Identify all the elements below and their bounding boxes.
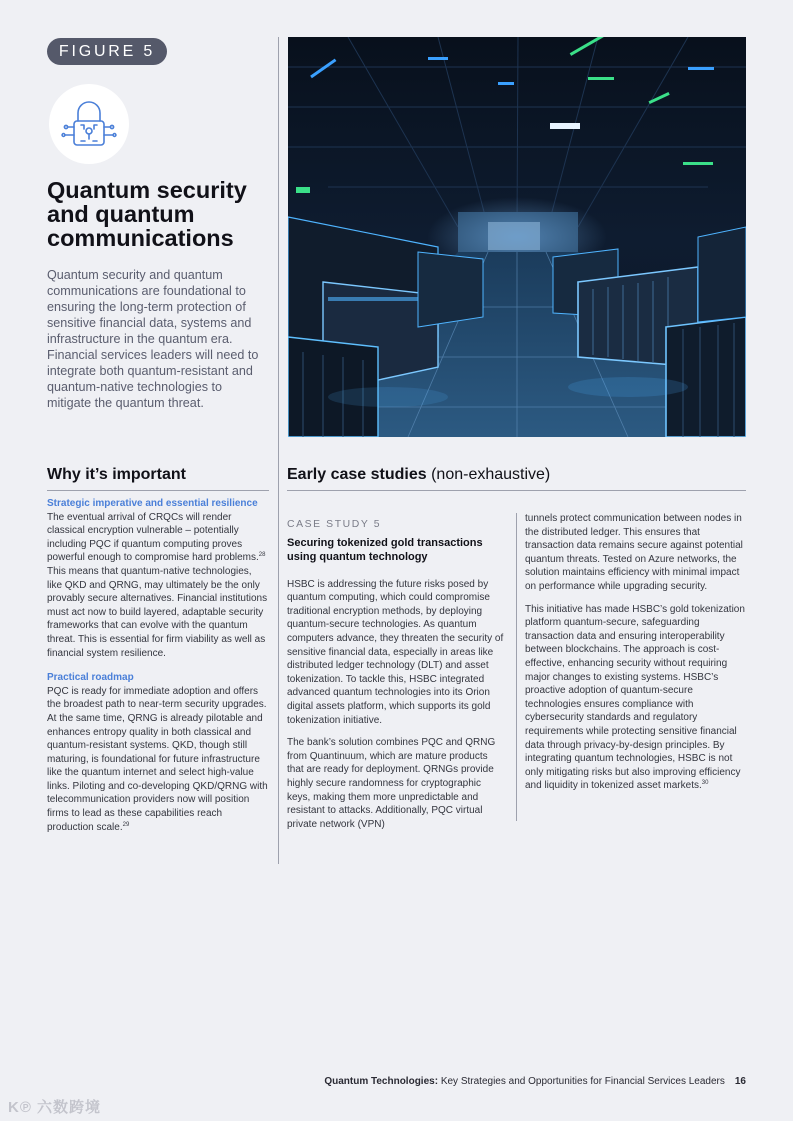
figure-label: FIGURE 5 — [47, 38, 167, 65]
footnote-ref-28: 28 — [258, 552, 266, 559]
column-divider — [278, 37, 279, 864]
case-paragraph-3: tunnels protect communication between nodes in the distributed ledger. This ensures that transaction data remains secure against potential quantum threats. Tested on Azure networks, the solution maintains efficiency with minimal impact on performance while upgrading security. — [525, 513, 743, 592]
paragraph-strategic-text-a: The eventual arrival of CRQCs will render classical encryption vulnerable – potentially including PQC if quantum computing proves powerful enough to compromise hard problems. — [47, 511, 259, 564]
page-footer — [324, 1076, 746, 1087]
case-studies-heading — [287, 466, 746, 491]
page-number: 16 — [734, 1076, 746, 1087]
watermark-logo: K℗ 六数跨境 — [8, 1099, 102, 1116]
case-paragraph-4 — [525, 603, 747, 793]
footer-report-subtitle: Key Strategies and Opportunities for Financial Services Leaders — [438, 1076, 725, 1087]
case-paragraph-2: The bank’s solution combines PQC and QRNG from Quantinuum, which are mature products that are ready for deployment. QRNGs provide highly secure randomness for cryptographic keys, making them more unpredictable and resistant to attacks. Additionally, PQC virtual private network (VPN) — [287, 737, 496, 830]
footer-report-title: Quantum Technologies: — [324, 1076, 439, 1087]
subheading-roadmap: Practical roadmap — [47, 672, 134, 684]
intro-paragraph: Quantum security and quantum communications are foundational to ensuring the long-term protection of sensitive financial data, systems and infrastructure in the quantum era. Financial services leaders will need to integrate both quantum-resistant and quantum-native technologies to mitigate the quantum threat. — [47, 268, 259, 410]
hero-image — [288, 37, 746, 437]
case-column-divider — [516, 513, 517, 821]
case-study-label: CASE STUDY 5 — [287, 519, 382, 530]
why-important-heading — [47, 466, 269, 491]
case-paragraph-1: HSBC is addressing the future risks posed by quantum computing, which could compromise traditional encryption methods, by deploying quantum-secure technologies. As quantum computers advance, they threaten the security of sensitive financial data, especially in areas like distributed ledger technology (DLT) and asset tokenization. To tackle this, HSBC integrated advanced quantum technologies into its Orion digital assets platform, which supports its gold tokenization initiative. — [287, 578, 504, 726]
why-important-section — [47, 497, 269, 845]
case-paragraph-4-text: This initiative has made HSBC’s gold tokenization platform quantum-secure, safeguarding transaction data and ensuring interoperability between blockchains. The approach is cost-effective, enhancing security without requiring major changes to existing systems. HSBC’s proactive adoption of quantum-secure technologies ensures compliance with cybersecurity standards and regulatory requirements while protecting sensitive financial data through privacy-by-design principles. By integrating quantum technologies, HSBC is not only mitigating risks but also improving efficiency and liquidity in tokenized asset markets. — [525, 603, 745, 792]
case-study-title: Securing tokenized gold transactions using quantum technology — [287, 536, 483, 564]
padlock-circuit-icon — [49, 84, 129, 164]
paragraph-roadmap — [47, 685, 269, 835]
footnote-ref-30: 30 — [701, 780, 709, 787]
paragraph-strategic-text-b: This means that quantum-native technologies, like QKD and QRNG, may ultimately be the only provably secure alternatives. Financial institutions must act now to build layered, adaptable security frameworks that can evolve with the quantum threat. This is essential for firm viability as well as financial system resilience. — [47, 565, 268, 659]
paragraph-roadmap-text: PQC is ready for immediate adoption and offers the broadest path to near-term security upgrades. At the same time, QRNG is already pilotable and enhances entropy quality in both classical and quantum-resistant systems. QKD, though still maturing, is foundational for future infrastructure like the quantum internet and select high-value links. Piloting and co-developing QKD/QRNG with telecommunication providers now will position firms to lead as these capabilities reach production scale. — [47, 685, 268, 833]
case-study-column-1 — [287, 518, 507, 840]
case-study-column-2 — [525, 512, 747, 802]
why-heading-text: Why it’s important — [47, 466, 186, 483]
subheading-strategic: Strategic imperative and essential resilience — [47, 498, 258, 509]
page-title: Quantum security and quantum communications — [47, 177, 247, 251]
case-heading-suffix: (non-exhaustive) — [426, 466, 551, 483]
paragraph-strategic — [47, 511, 269, 661]
footnote-ref-29: 29 — [122, 821, 130, 828]
case-heading-text: Early case studies — [287, 466, 427, 483]
